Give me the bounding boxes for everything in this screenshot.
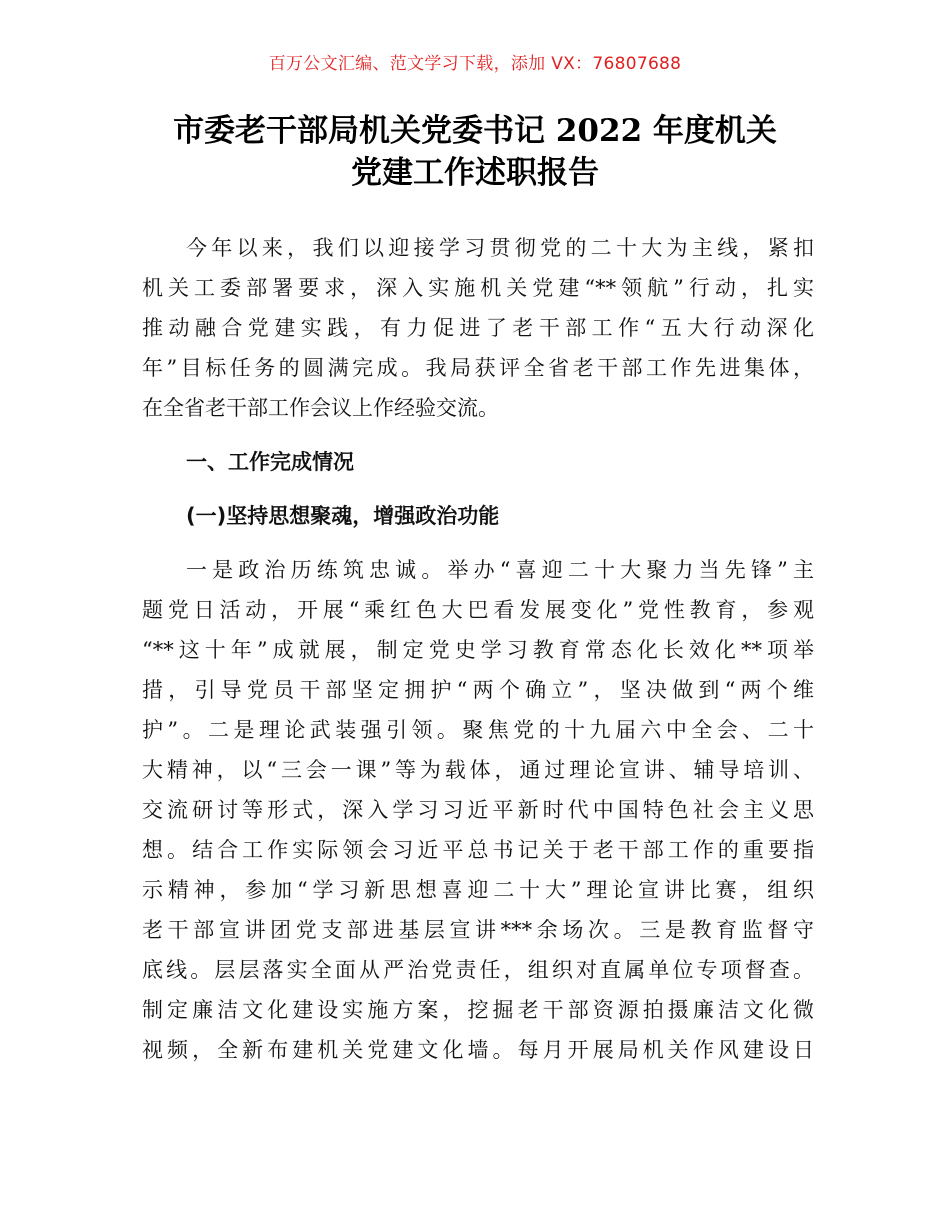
paragraph-line: 一是政治历练筑忠诚。举办“喜迎二十大聚力当先锋”主 [186, 558, 814, 582]
subsection-heading: (一)坚持思想聚魂，增强政治功能 [186, 504, 500, 528]
paragraph-line: 交流研讨等形式，深入学习习近平新时代中国特色社会主义思 [142, 798, 814, 822]
section-heading: 一、工作完成情况 [186, 450, 354, 474]
intro-line: 今年以来，我们以迎接学习贯彻党的二十大为主线，紧扣 [186, 236, 814, 260]
title-line-1: 市委老干部局机关党委书记 2022 年度机关 [173, 113, 777, 149]
paragraph-line: 大精神，以“三会一课”等为载体，通过理论宣讲、辅导培训、 [142, 758, 814, 782]
paragraph-line: 题党日活动，开展“乘红色大巴看发展变化”党性教育，参观 [142, 598, 814, 622]
paragraph-line: 想。结合工作实际领会习近平总书记关于老干部工作的重要指 [142, 838, 814, 862]
paragraph-line: 护”。二是理论武装强引领。聚焦党的十九届六中全会、二十 [142, 718, 814, 742]
intro-line: 在全省老干部工作会议上作经验交流。 [142, 396, 499, 420]
paragraph-line: 制定廉洁文化建设实施方案，挖掘老干部资源拍摄廉洁文化微 [142, 998, 814, 1022]
intro-line: 年”目标任务的圆满完成。我局获评全省老干部工作先进集体， [142, 356, 814, 380]
intro-line: 机关工委部署要求，深入实施机关党建“**领航”行动，扎实 [142, 276, 814, 300]
paragraph-line: 措，引导党员干部坚定拥护“两个确立”，坚决做到“两个维 [142, 678, 814, 702]
paragraph-line: “**这十年”成就展，制定党史学习教育常态化长效化**项举 [142, 638, 814, 662]
intro-line: 推动融合党建实践，有力促进了老干部工作“五大行动深化 [142, 316, 814, 340]
header-banner: 百万公文汇编、范文学习下载，添加 VX：76807688 [268, 54, 682, 74]
paragraph-line: 视频，全新布建机关党建文化墙。每月开展局机关作风建设日 [142, 1038, 814, 1062]
document-title [100, 110, 850, 194]
paragraph-line: 示精神，参加“学习新思想喜迎二十大”理论宣讲比赛，组织 [142, 878, 814, 902]
document-body [142, 228, 814, 1070]
paragraph-line: 老干部宣讲团党支部进基层宣讲***余场次。三是教育监督守 [142, 918, 814, 942]
paragraph-line: 底线。层层落实全面从严治党责任，组织对直属单位专项督查。 [142, 958, 814, 982]
title-line-2: 党建工作述职报告 [351, 155, 599, 191]
